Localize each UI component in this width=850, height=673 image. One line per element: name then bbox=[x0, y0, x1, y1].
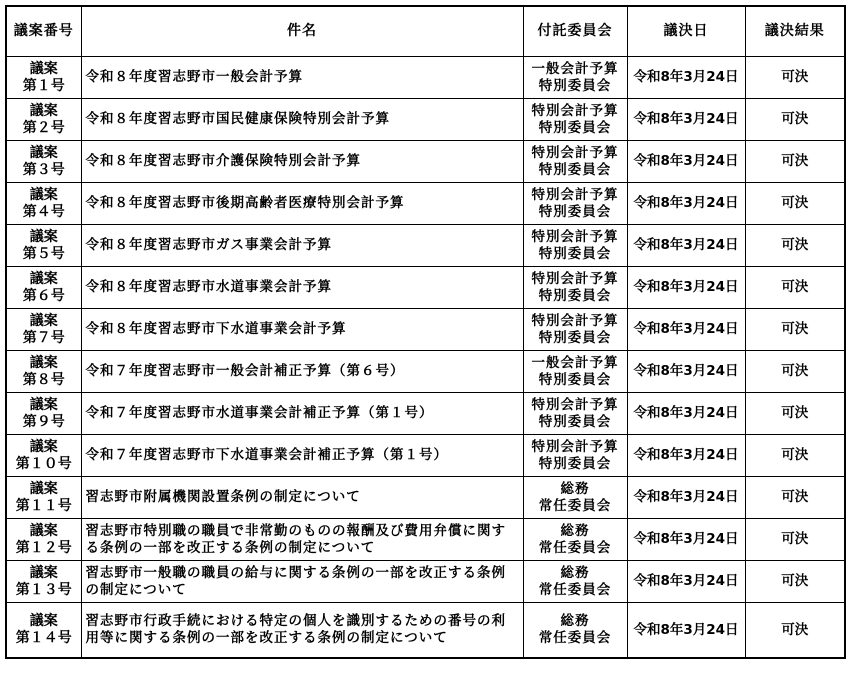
bill-number-label: 議案 bbox=[29, 613, 58, 629]
bills-table bbox=[5, 5, 846, 659]
committee bbox=[523, 225, 627, 267]
bill-number-label: 議案 bbox=[29, 312, 58, 329]
committee bbox=[523, 519, 627, 561]
bill-name: 令和８年度習志野市ガス事業会計予算 bbox=[81, 225, 523, 267]
decision-date: 令和8年3月24日 bbox=[627, 57, 745, 99]
bill-number bbox=[6, 561, 81, 603]
bill-number-value: 第９号 bbox=[22, 413, 65, 430]
committee bbox=[523, 99, 627, 141]
table-row bbox=[6, 183, 845, 225]
bill-name: 令和８年度習志野市一般会計予算 bbox=[81, 57, 523, 99]
header-number: 議案番号 bbox=[6, 6, 81, 57]
bill-number-value: 第２号 bbox=[22, 119, 65, 136]
committee-line-2: 特別委員会 bbox=[538, 245, 612, 262]
committee bbox=[523, 561, 627, 603]
bill-name: 令和８年度習志野市下水道事業会計予算 bbox=[81, 309, 523, 351]
decision-date: 令和8年3月24日 bbox=[627, 183, 745, 225]
committee-line-1: 特別会計予算 bbox=[531, 270, 619, 287]
committee-line-1: 特別会計予算 bbox=[531, 438, 619, 455]
decision-result: 可決 bbox=[745, 603, 845, 659]
table-row bbox=[6, 561, 845, 603]
bill-name: 習志野市附属機関設置条例の制定について bbox=[81, 477, 523, 519]
committee bbox=[523, 603, 627, 659]
bill-number-label: 議案 bbox=[29, 270, 58, 287]
committee-line-2: 特別委員会 bbox=[538, 161, 612, 178]
table-row bbox=[6, 57, 845, 99]
bill-number bbox=[6, 141, 81, 183]
bill-number bbox=[6, 99, 81, 141]
decision-date: 令和8年3月24日 bbox=[627, 435, 745, 477]
bill-number-label: 議案 bbox=[29, 186, 58, 203]
bill-name: 令和８年度習志野市国民健康保険特別会計予算 bbox=[81, 99, 523, 141]
table-row bbox=[6, 477, 845, 519]
header-date: 議決日 bbox=[627, 6, 745, 57]
decision-result: 可決 bbox=[745, 57, 845, 99]
committee bbox=[523, 351, 627, 393]
decision-result: 可決 bbox=[745, 351, 845, 393]
bill-name: 令和８年度習志野市後期高齢者医療特別会計予算 bbox=[81, 183, 523, 225]
bill-number bbox=[6, 351, 81, 393]
table-row bbox=[6, 141, 845, 183]
committee-line-2: 特別委員会 bbox=[538, 371, 612, 388]
decision-result: 可決 bbox=[745, 141, 845, 183]
bill-number-label: 議案 bbox=[29, 60, 58, 77]
committee-line-2: 特別委員会 bbox=[538, 287, 612, 304]
committee-line-2: 常任委員会 bbox=[538, 630, 612, 646]
committee-line-2: 特別委員会 bbox=[538, 119, 612, 136]
bill-number-value: 第１号 bbox=[22, 77, 65, 94]
table-row bbox=[6, 99, 845, 141]
decision-date: 令和8年3月24日 bbox=[627, 99, 745, 141]
bill-number bbox=[6, 183, 81, 225]
decision-date: 令和8年3月24日 bbox=[627, 603, 745, 659]
bill-number-label: 議案 bbox=[29, 396, 58, 413]
committee-line-1: 総務 bbox=[560, 564, 590, 581]
bill-number bbox=[6, 603, 81, 659]
committee bbox=[523, 183, 627, 225]
committee-line-1: 総務 bbox=[560, 480, 590, 497]
committee-line-2: 特別委員会 bbox=[538, 413, 612, 430]
bill-number-value: 第１４号 bbox=[15, 630, 72, 646]
bill-number-label: 議案 bbox=[29, 438, 58, 455]
committee-line-1: 一般会計予算 bbox=[531, 354, 619, 371]
bill-number bbox=[6, 309, 81, 351]
committee bbox=[523, 267, 627, 309]
bill-name: 令和８年度習志野市水道事業会計予算 bbox=[81, 267, 523, 309]
bill-number-label: 議案 bbox=[29, 102, 58, 119]
bill-number-value: 第１２号 bbox=[15, 539, 72, 556]
committee-line-2: 特別委員会 bbox=[538, 455, 612, 472]
committee bbox=[523, 141, 627, 183]
decision-result: 可決 bbox=[745, 519, 845, 561]
bill-name: 令和７年度習志野市水道事業会計補正予算（第１号） bbox=[81, 393, 523, 435]
bill-name: 習志野市行政手続における特定の個人を識別するための番号の利用等に関する条例の一部を改正する条例の制定について bbox=[81, 603, 523, 659]
bill-number-value: 第３号 bbox=[22, 161, 65, 178]
committee bbox=[523, 477, 627, 519]
committee-line-2: 特別委員会 bbox=[538, 203, 612, 220]
committee-line-2: 常任委員会 bbox=[538, 539, 612, 556]
table-row bbox=[6, 267, 845, 309]
decision-result: 可決 bbox=[745, 99, 845, 141]
table-row bbox=[6, 225, 845, 267]
committee bbox=[523, 57, 627, 99]
bill-number bbox=[6, 57, 81, 99]
decision-date: 令和8年3月24日 bbox=[627, 351, 745, 393]
bill-number-value: 第４号 bbox=[22, 203, 65, 220]
bill-number bbox=[6, 225, 81, 267]
table-row bbox=[6, 309, 845, 351]
decision-date: 令和8年3月24日 bbox=[627, 393, 745, 435]
decision-result: 可決 bbox=[745, 393, 845, 435]
committee-line-2: 常任委員会 bbox=[538, 581, 612, 598]
decision-date: 令和8年3月24日 bbox=[627, 561, 745, 603]
table-row bbox=[6, 603, 845, 659]
decision-date: 令和8年3月24日 bbox=[627, 267, 745, 309]
bill-number-label: 議案 bbox=[29, 144, 58, 161]
bill-number-label: 議案 bbox=[29, 480, 58, 497]
committee bbox=[523, 435, 627, 477]
committee-line-2: 特別委員会 bbox=[538, 329, 612, 346]
bill-number-value: 第１０号 bbox=[15, 455, 72, 472]
decision-result: 可決 bbox=[745, 435, 845, 477]
bill-number-value: 第６号 bbox=[22, 287, 65, 304]
bill-number-label: 議案 bbox=[29, 564, 58, 581]
decision-date: 令和8年3月24日 bbox=[627, 141, 745, 183]
committee-line-2: 特別委員会 bbox=[538, 77, 612, 94]
committee-line-2: 常任委員会 bbox=[538, 497, 612, 514]
table-row bbox=[6, 519, 845, 561]
table-row bbox=[6, 393, 845, 435]
decision-result: 可決 bbox=[745, 561, 845, 603]
header-result: 議決結果 bbox=[745, 6, 845, 57]
bill-number-label: 議案 bbox=[29, 354, 58, 371]
bill-name: 令和７年度習志野市一般会計補正予算（第６号） bbox=[81, 351, 523, 393]
table-row bbox=[6, 351, 845, 393]
decision-date: 令和8年3月24日 bbox=[627, 309, 745, 351]
bill-number-value: 第８号 bbox=[22, 371, 65, 388]
committee-line-1: 特別会計予算 bbox=[531, 144, 619, 161]
committee bbox=[523, 309, 627, 351]
bill-number bbox=[6, 393, 81, 435]
decision-date: 令和8年3月24日 bbox=[627, 477, 745, 519]
decision-date: 令和8年3月24日 bbox=[627, 225, 745, 267]
committee-line-1: 特別会計予算 bbox=[531, 228, 619, 245]
decision-date: 令和8年3月24日 bbox=[627, 519, 745, 561]
bill-number-value: 第５号 bbox=[22, 245, 65, 262]
committee-line-1: 特別会計予算 bbox=[531, 396, 619, 413]
decision-result: 可決 bbox=[745, 183, 845, 225]
bill-number-value: 第７号 bbox=[22, 329, 65, 346]
bill-number bbox=[6, 519, 81, 561]
committee-line-1: 一般会計予算 bbox=[531, 60, 619, 77]
committee bbox=[523, 393, 627, 435]
bill-number-value: 第１３号 bbox=[15, 581, 72, 598]
committee-line-1: 総務 bbox=[560, 613, 590, 629]
bill-number bbox=[6, 267, 81, 309]
committee-line-1: 特別会計予算 bbox=[531, 312, 619, 329]
decision-result: 可決 bbox=[745, 267, 845, 309]
bill-number-label: 議案 bbox=[29, 228, 58, 245]
committee-line-1: 特別会計予算 bbox=[531, 102, 619, 119]
decision-result: 可決 bbox=[745, 309, 845, 351]
bill-number bbox=[6, 477, 81, 519]
header-committee: 付託委員会 bbox=[523, 6, 627, 57]
decision-result: 可決 bbox=[745, 225, 845, 267]
committee-line-1: 総務 bbox=[560, 522, 590, 539]
header-row bbox=[6, 6, 845, 57]
bill-number-label: 議案 bbox=[29, 522, 58, 539]
bill-name: 習志野市一般職の職員の給与に関する条例の一部を改正する条例の制定について bbox=[81, 561, 523, 603]
bill-name: 令和８年度習志野市介護保険特別会計予算 bbox=[81, 141, 523, 183]
committee-line-1: 特別会計予算 bbox=[531, 186, 619, 203]
header-name: 件名 bbox=[81, 6, 523, 57]
bill-name: 習志野市特別職の職員で非常勤のものの報酬及び費用弁償に関する条例の一部を改正する条例の制定について bbox=[81, 519, 523, 561]
bill-number-value: 第１１号 bbox=[15, 497, 72, 514]
bill-number bbox=[6, 435, 81, 477]
decision-result: 可決 bbox=[745, 477, 845, 519]
bill-name: 令和７年度習志野市下水道事業会計補正予算（第１号） bbox=[81, 435, 523, 477]
table-row bbox=[6, 435, 845, 477]
